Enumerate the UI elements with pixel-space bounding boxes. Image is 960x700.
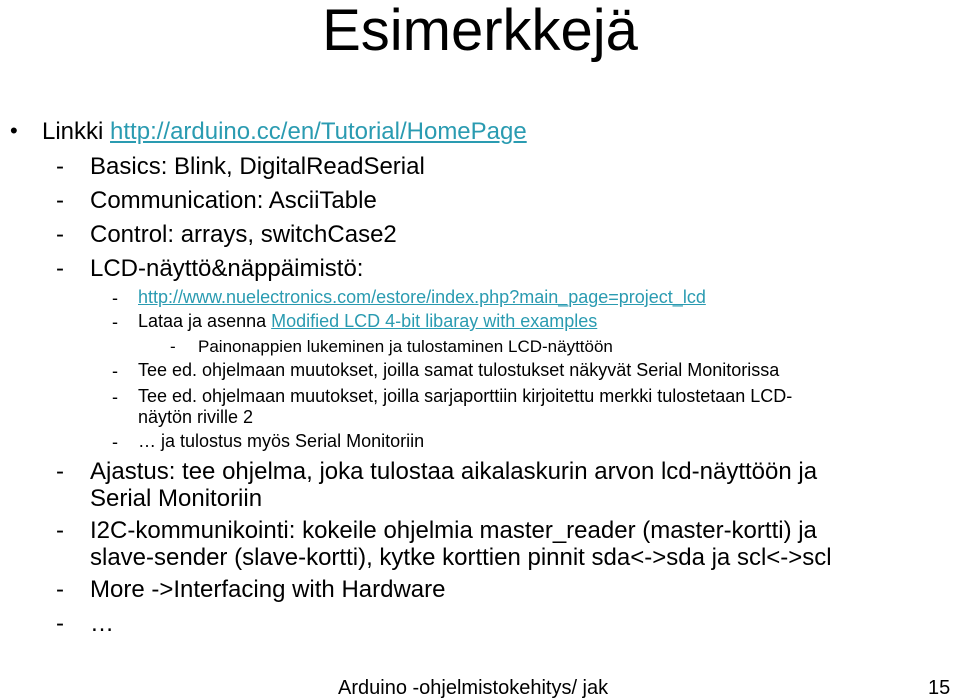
item-control: Control: arrays, switchCase2 bbox=[90, 221, 397, 248]
item-lataa bbox=[138, 310, 597, 332]
tutorial-link[interactable]: http://arduino.cc/en/Tutorial/HomePage bbox=[110, 118, 527, 145]
item-tee2-line1: Tee ed. ohjelmaan muutokset, joilla sarjaporttiin kirjoitettu merkki tulostetaan LCD- bbox=[138, 386, 793, 406]
library-link[interactable]: Modified LCD 4-bit libaray with examples bbox=[271, 311, 598, 331]
item-ellipsis: … bbox=[90, 610, 114, 637]
dash: - bbox=[56, 517, 64, 544]
dash: - bbox=[56, 610, 64, 637]
dash: - bbox=[170, 337, 176, 356]
lcd-link bbox=[138, 286, 706, 308]
dash: - bbox=[112, 288, 118, 308]
item-communication: Communication: AsciiTable bbox=[90, 187, 377, 214]
bullet-dot: • bbox=[10, 118, 18, 143]
item-basics: Basics: Blink, DigitalReadSerial bbox=[90, 153, 425, 180]
bullet-prefix: Linkki bbox=[42, 118, 111, 145]
dash: - bbox=[112, 387, 118, 407]
nuelectronics-link[interactable]: http://www.nuelectronics.com/estore/index.php?main_page=project_lcd bbox=[138, 287, 706, 307]
dash: - bbox=[56, 576, 64, 603]
item-painonappien: Painonappien lukeminen ja tulostaminen LCD-näyttöön bbox=[198, 337, 613, 356]
slide-title: Esimerkkejä bbox=[322, 0, 638, 63]
dash: - bbox=[56, 458, 64, 485]
footer-text: Arduino -ohjelmistokehitys/ jak bbox=[338, 677, 609, 699]
item-i2c-line1: I2C-kommunikointi: kokeile ohjelmia master_reader (master-kortti) ja bbox=[90, 517, 817, 544]
item-i2c-line2: slave-sender (slave-kortti), kytke korttien pinnit sda<->sda ja scl<->scl bbox=[90, 544, 832, 571]
item-ajastus-line2: Serial Monitoriin bbox=[90, 485, 263, 512]
dash: - bbox=[56, 187, 64, 214]
dash: - bbox=[112, 361, 118, 381]
dash: - bbox=[56, 153, 64, 180]
item-more: More ->Interfacing with Hardware bbox=[90, 576, 446, 603]
dash: - bbox=[112, 432, 118, 452]
page-number: 15 bbox=[928, 677, 951, 699]
item-tulostus: … ja tulostus myös Serial Monitoriin bbox=[138, 431, 425, 451]
item-lcd: LCD-näyttö&näppäimistö: bbox=[90, 255, 364, 282]
item-tee1: Tee ed. ohjelmaan muutokset, joilla samat tulostukset näkyvät Serial Monitorissa bbox=[138, 360, 780, 380]
item-ajastus-line1: Ajastus: tee ohjelma, joka tulostaa aikalaskurin arvon lcd-näyttöön ja bbox=[90, 458, 818, 485]
dash: - bbox=[112, 312, 118, 332]
dash: - bbox=[56, 221, 64, 248]
item-tee2-line2: näytön riville 2 bbox=[138, 407, 254, 427]
lataa-prefix: Lataa ja asenna bbox=[138, 311, 272, 331]
dash: - bbox=[56, 255, 64, 282]
bullet-link-line bbox=[42, 117, 527, 147]
